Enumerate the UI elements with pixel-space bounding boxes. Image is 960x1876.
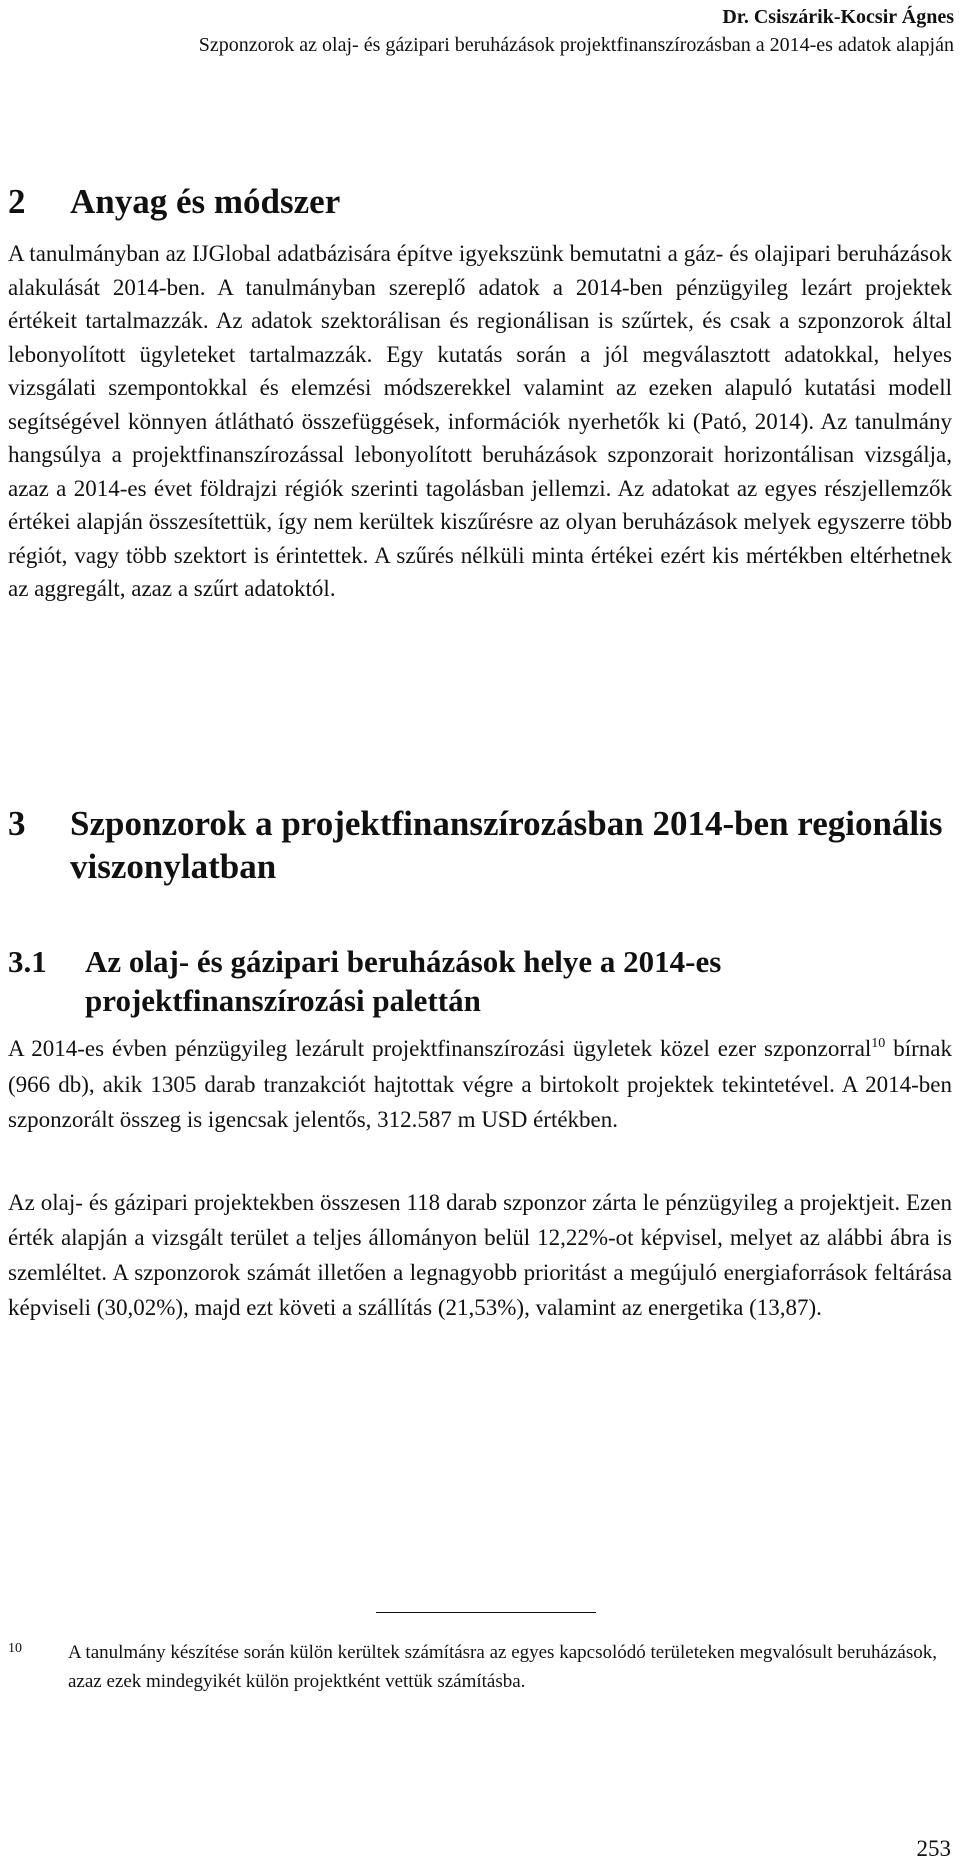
section-3-1-paragraph-2: Az olaj- és gázipari projektekben összesen 118 darab szponzor zárta le pénzügyileg a projektjeit. Ezen érték alapján a vizsgált terület a teljes állományon belül 12,22%-ot képvisel, melyet az alábbi ábra is szemléltet. A szponzorok számát illetően a legnagyobb prioritást a megújuló energiaforrások feltárása képviseli (30,02%), majd ezt követi a szállítás (21,53%), valamint az energetika (13,87). — [8, 1190, 952, 1320]
footnote-ref-10[interactable]: 10 — [871, 1036, 886, 1051]
section-3-title: Szponzorok a projektfinanszírozásban 2014-ben regionális viszonylatban — [70, 804, 943, 886]
section-3-number: 3 — [8, 804, 26, 843]
section-3-1-number: 3.1 — [8, 944, 47, 979]
paragraph-1-text-continued: bírnak (966 db), akik 1305 darab tranzakciót hajtottak végre a birtokolt projektek tekintetével. A 2014-ben szponzorált összeg is igencsak jelentős, 312.587 m USD értékben. — [8, 1036, 952, 1132]
section-2-heading — [8, 180, 948, 223]
section-3-heading — [8, 802, 948, 888]
header-title: Szponzorok az olaj- és gázipari beruházások projektfinanszírozásban a 2014-es adatok alapján — [198, 34, 954, 56]
header-author: Dr. Csiszárik-Kocsir Ágnes — [722, 6, 954, 28]
section-2-paragraph: A tanulmányban az IJGlobal adatbázisára építve igyekszünk bemutatni a gáz- és olajipari beruházások alakulását 2014-ben. A tanulmányban szereplő adatok a 2014-ben pénzügyileg lezárt projektek értékeit tartalmazzák. Az adatok szektorálisan és regionálisan is szűrtek, és csak a szponzorok által lebonyolított ügyleteket tartalmazzák. Egy kutatás során a jól megválasztott adatokkal, helyes vizsgálati szempontokkal és elemzési módszerekkel valamint az ezeken alapuló kutatási modell segítségével könnyen átlátható összefüggések, információk nyerhetők ki (Pató, 2014). Az tanulmány hangsúlya a projektfinanszírozással lebonyolított beruházások szponzorait horizontálisan vizsgálja, azaz a 2014-es évet földrajzi régiók szerinti tagolásban jellemzi. Az adatokat az egyes részjellemzők értékei alapján összesítettük, így nem kerültek kiszűrésre az olyan beruházások melyek egyszerre több régiót, vagy több szektort is érintettek. A szűrés nélküli minta értékei ezért kis mértékben eltérhetnek az aggregált, azaz a szűrt adatoktól. — [8, 241, 952, 601]
section-3-1-title: Az olaj- és gázipari beruházások helye a 2014-es projektfinanszírozási palettán — [85, 944, 722, 1018]
footnote-separator — [376, 1612, 596, 1613]
section-2-title: Anyag és módszer — [70, 182, 341, 221]
footnote-text: A tanulmány készítése során külön kerültek számításra az egyes kapcsolódó területeken megvalósult beruházások, azaz ezek mindegyikét külön projektként vettük számításba. — [68, 1642, 937, 1692]
running-header — [199, 3, 954, 59]
footnote-10 — [8, 1638, 952, 1696]
page-number: 253 — [916, 1836, 951, 1861]
section-3-1-heading — [8, 942, 948, 1020]
section-3-1-paragraph-1 — [8, 1031, 952, 1138]
paragraph-1-text: A 2014-es évben pénzügyileg lezárult projektfinanszírozási ügyletek közel ezer szponzorral — [8, 1036, 872, 1061]
footnote-number: 10 — [8, 1641, 22, 1656]
section-2-number: 2 — [8, 182, 26, 221]
